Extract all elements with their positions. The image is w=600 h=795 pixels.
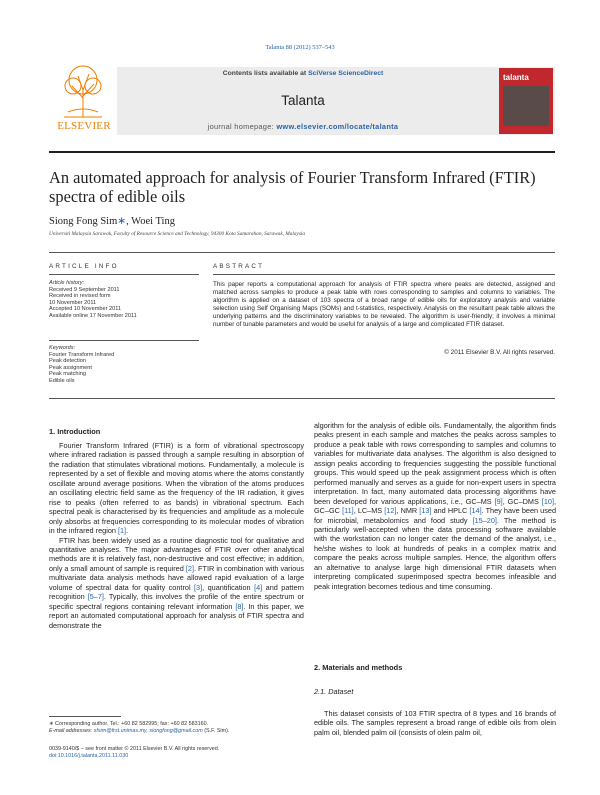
author-affiliation: Universiti Malaysia Sarawak, Faculty of Resource Science and Technology, 94300 Kota Samarahan, Sarawak, Malaysia	[49, 231, 306, 237]
article-info-heading: ARTICLE INFO	[49, 263, 119, 270]
text-run: .	[126, 526, 129, 536]
email-suffix: (S.F. Sim).	[202, 727, 230, 734]
paragraph	[314, 421, 556, 591]
citation-link[interactable]: [5–7]	[87, 592, 104, 602]
publication-info	[49, 746, 304, 759]
text-run: , GC–GC	[314, 496, 556, 516]
sciencedirect-link[interactable]: SciVerse ScienceDirect	[308, 70, 384, 77]
keyword: Edible oils	[49, 377, 75, 384]
keyword: Fourier Transform Infrared	[49, 351, 115, 358]
citation-link[interactable]: [3]	[194, 582, 203, 592]
contents-prefix: Contents lists available at	[222, 70, 309, 77]
citation-link[interactable]: [14]	[469, 506, 482, 516]
text-run: . They have been used for microbial, metabolomics and food study	[314, 506, 556, 525]
paragraph	[49, 441, 304, 536]
author-list	[49, 215, 175, 227]
header-rule	[49, 151, 555, 153]
citation-link[interactable]: [15–20]	[472, 515, 497, 525]
homepage-label: journal homepage:	[207, 122, 277, 131]
right-column-body	[314, 421, 556, 591]
history-label: Article history:	[49, 280, 85, 286]
doi-link[interactable]: doi:10.1016/j.talanta.2011.11.030	[49, 752, 129, 759]
text-run: , GC–DMS	[502, 496, 542, 506]
article-info-rule	[49, 274, 199, 275]
keywords-label: Keywords:	[49, 345, 76, 351]
author-name: Siong Fong Sim	[49, 216, 118, 227]
paragraph	[49, 536, 304, 631]
text-run: , LC–MS	[353, 506, 385, 516]
affiliation-rule	[49, 252, 555, 253]
corresponding-author-mark[interactable]: ∗	[117, 216, 127, 227]
text-run: . FTIR in combination with various multivariate data analysis methods have allowed rapid evaluation of a large volume of spectral data for quality control	[49, 563, 304, 592]
citation-link[interactable]: [10]	[541, 496, 554, 506]
abstract-rule	[213, 274, 555, 275]
cover-photo	[503, 86, 549, 126]
email-label: E-mail addresses:	[49, 727, 94, 734]
email-link[interactable]: sfsim@frst.unimas.my, siongfong@gmail.com	[93, 727, 203, 734]
abstract-text: This paper reports a computational approach for analysis of FTIR spectra where peaks are detected, assigned and matched across samples to produce a peak table with rows corresponding to samples and columns to variables. The algorithm is applied on a dataset of 103 spectra of a broad range of edible oils for exploratory analysis and variable selection using Self Organising Maps (SOMs) and t-statistics, respectively. Analysis on the resultant peak table allows the underlying patterns and the discriminatory variables to be revealed. The algorithm is user-friendly; it involves a minimal number of tunable parameters and would be useful for analysis of a large and complicated FTIR dataset.	[213, 281, 555, 329]
citation-link[interactable]: [13]	[419, 506, 432, 516]
elsevier-tree-icon	[58, 62, 108, 118]
article-history	[49, 280, 199, 320]
history-line: Available online 17 November 2011	[49, 312, 137, 319]
abstract-copyright: © 2011 Elsevier B.V. All rights reserved.	[444, 349, 555, 356]
keyword: Peak assignment	[49, 364, 92, 371]
article-title: An automated approach for analysis of Fourier Transform Infrared (FTIR) spectra of edible oils	[49, 168, 536, 206]
citation-link[interactable]: [11]	[342, 506, 354, 516]
corresponding-author-note: ∗ Corresponding author. Tel.: +60 82 582995; fax: +60 82 583160.	[49, 721, 209, 727]
citation-link[interactable]: [1]	[117, 526, 127, 536]
text-run: . In this paper, we report an automated computational approach for analysis of FTIR spectra and demonstrate the	[49, 601, 304, 630]
text-run: . Typically, this involves the profile of the entire spectrum or specific spectral regions containing relevant information	[49, 592, 304, 611]
text-run: and pattern recognition	[49, 582, 304, 602]
journal-homepage	[117, 122, 489, 131]
cover-title: talanta	[503, 73, 529, 82]
abstract-heading: ABSTRACT	[213, 263, 265, 270]
section-heading-introduction: 1. Introduction	[49, 427, 101, 436]
email-note	[49, 728, 304, 735]
footnote-block	[49, 721, 304, 734]
left-column-body	[49, 441, 304, 630]
section-heading-materials-methods: 2. Materials and methods	[314, 663, 403, 672]
dataset-paragraph	[314, 709, 556, 737]
author-separator: ,	[126, 216, 132, 227]
keywords-rule	[49, 340, 199, 341]
text-run: , quantification	[202, 582, 255, 592]
text-run: , NMR	[396, 506, 420, 516]
issn-line: 0039-9140/$ – see front matter © 2011 Elsevier B.V. All rights reserved.	[49, 746, 220, 752]
history-line: Received 9 September 2011	[49, 286, 120, 293]
citation-link[interactable]: [2]	[185, 563, 194, 573]
history-line: 10 November 2011	[49, 299, 97, 306]
history-line: Accepted 10 November 2011	[49, 306, 122, 313]
citation-link[interactable]: [4]	[254, 582, 263, 592]
paragraph: This dataset consists of 103 FTIR spectra of 8 types and 16 brands of edible oils. The samples represent a broad range of edible oils from olein palm oil, blended palm oil (consists of olein palm oil,	[314, 709, 556, 737]
text-run: and HPLC	[431, 506, 470, 516]
citation-link[interactable]: [12]	[384, 506, 397, 516]
author-name: Woei Ting	[131, 216, 175, 227]
citation-link[interactable]: [8]	[235, 601, 244, 611]
keyword: Peak matching	[49, 371, 87, 378]
keyword: Peak detection	[49, 358, 87, 365]
subsection-heading-dataset: 2.1. Dataset	[314, 687, 354, 696]
history-line: Received in revised form	[49, 293, 111, 300]
citation-link[interactable]: [9]	[494, 496, 503, 506]
keywords-list	[49, 345, 199, 385]
journal-citation[interactable]: Talanta 88 (2012) 537–543	[265, 44, 335, 51]
text-run: . The method is particularly well-accepted when the data processing software available with the workstation can no longer cater the demand of the analyst, i.e., he/she wishes to look at hundreds of peaks in a complex matrix and compare the peaks across multiple samples. Hence, the algorithm offers an alternative to analyse large high dimensional FTIR datasets when interpreting complicated superimposed spectra becomes infeasible and peak integration becomes tedious and time consuming.	[314, 515, 556, 591]
journal-name: Talanta	[281, 93, 325, 108]
text-run: Fourier Transform Infrared (FTIR) is a form of vibrational spectroscopy where infrared radiation is passed through a sample resulting in absorption of the radiation that stimulates vibrational motions. Fundamentally, a molecule is represented by a set of flexible and moving atoms where the atoms constantly oscillate around average positions. When the vibration of the atoms produces an oscillating electric field same as the frequency of the IR radiation, it gives rise to peaks (often referred to as bands) in vibrational spectrum. Each spectral peak is characterised by its frequencies and amplitude as a molecule only absorbs at frequencies corresponding to its molecular modes of vibration in the infrared region	[49, 441, 304, 536]
abstract-end-rule	[49, 398, 555, 399]
text-run: algorithm for the analysis of edible oils. Fundamentally, the algorithm finds peaks present in each sample and matches the peaks across samples to produce a peak table with rows corresponding to samples and columns to variables for multivariate data analyses. The algorithm is also designed to assign peaks according to frequencies suggesting the possible functional groups. This would speed up the peak assignment process which is often performed manually and serves as a guide for non-expert users in spectra interpretation. In fact, many automated data processing algorithms have been developed for various applications, i.e., GC–MS	[314, 421, 556, 506]
homepage-link[interactable]: www.elsevier.com/locate/talanta	[276, 122, 399, 131]
elsevier-logo-text: ELSEVIER	[57, 120, 111, 132]
text-run: FTIR has been widely used as a routine diagnostic tool for qualitative and quantitative analyses. The major advantages of FTIR over other analytical methods are it is relatively fast, non-destructive and cost effective; in addition, only a small amount of sample is required	[49, 535, 304, 573]
contents-availability	[117, 70, 489, 77]
footnote-rule	[49, 716, 121, 717]
